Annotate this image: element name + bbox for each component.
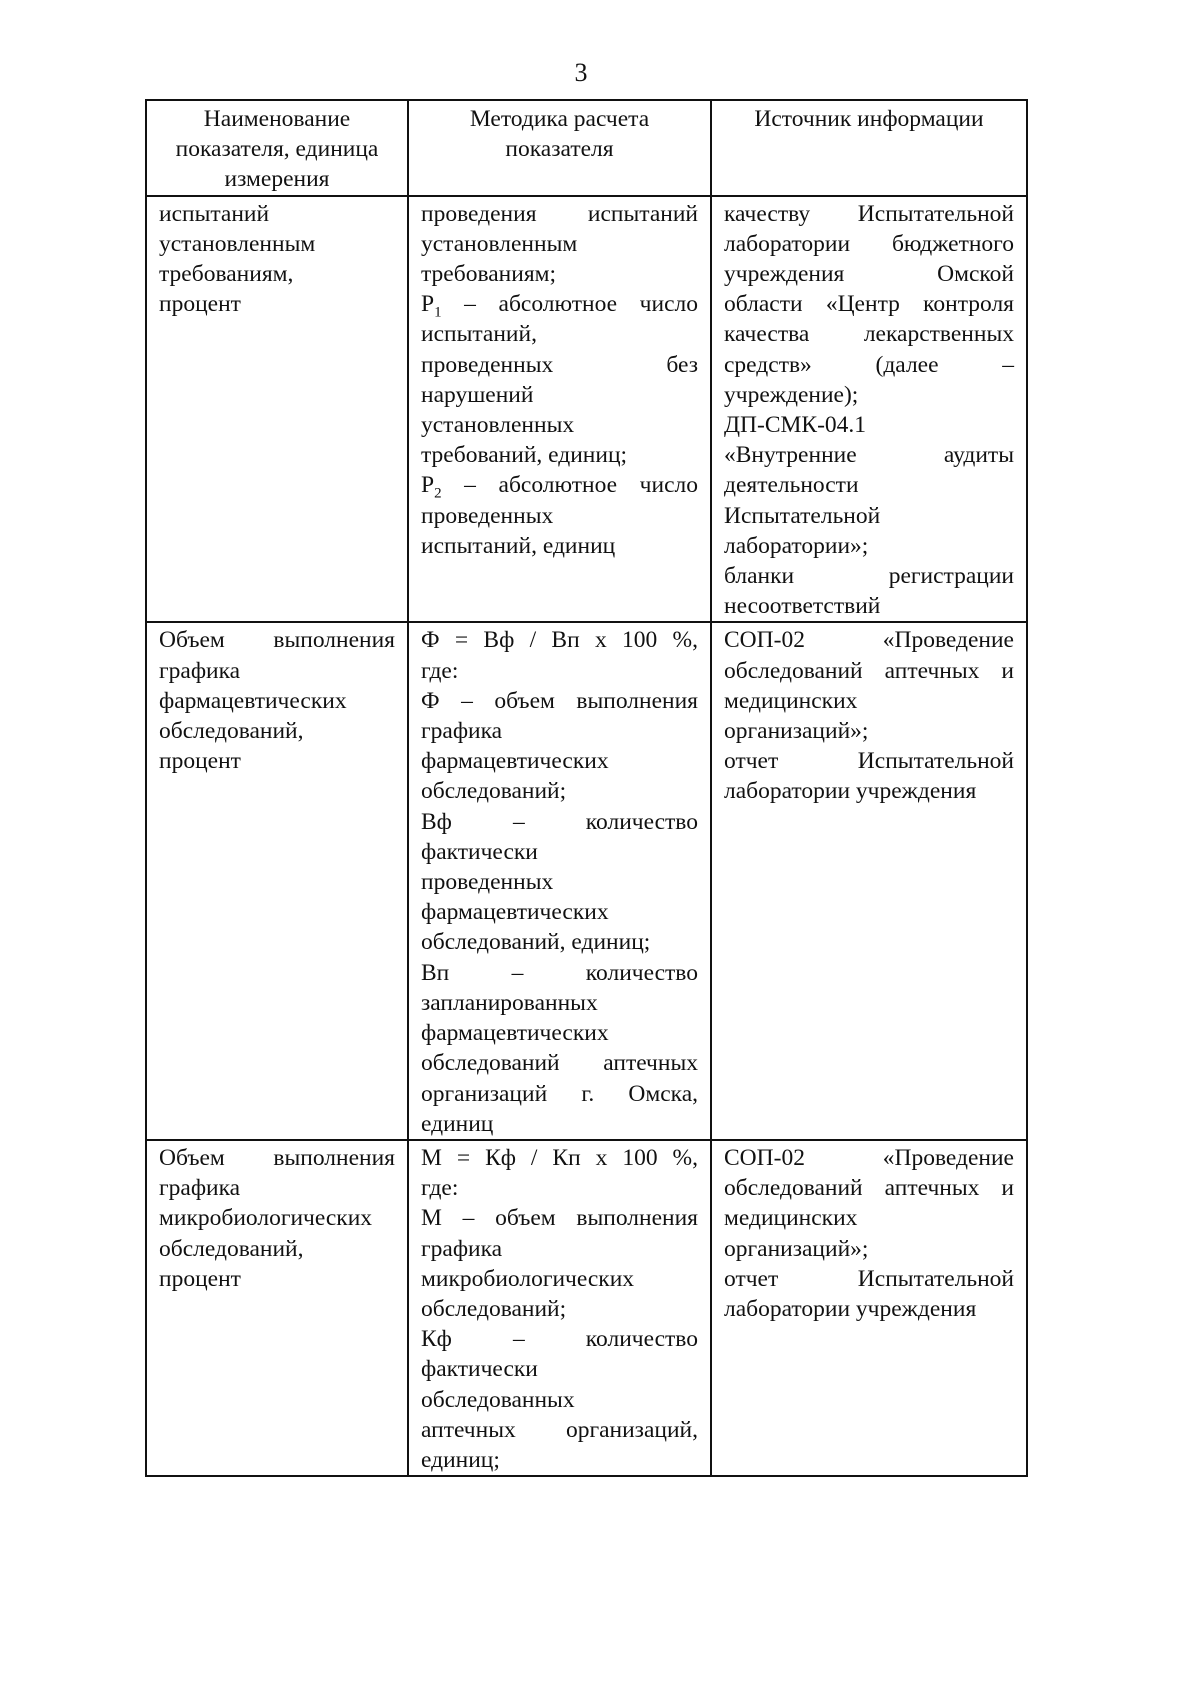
cell-line: Ф – объем выполнения (421, 687, 698, 714)
cell-line: качества лекарственных (724, 321, 1014, 348)
header-line: Источник информации (754, 106, 984, 132)
cell-line: процент (159, 291, 241, 318)
cell-line: микробиологических (159, 1205, 373, 1232)
indicator-name-cell (146, 622, 408, 1139)
cell-line: лаборатории учреждения (724, 778, 977, 805)
indicator-name-cell (146, 196, 408, 623)
cell-line: единиц (421, 1110, 494, 1137)
header-line: измерения (224, 166, 330, 193)
cell-line: области «Центр контроля (724, 291, 1014, 318)
cell-line: обследований аптечных (421, 1050, 698, 1077)
cell-line: М – объем выполнения (421, 1205, 698, 1232)
cell-line: отчет Испытательной (724, 748, 1014, 775)
cell-line: процент (159, 748, 241, 775)
cell-line: фармацевтических (421, 1020, 609, 1047)
cell-line: требований, единиц; (421, 442, 628, 469)
cell-line: Объем выполнения (159, 1144, 395, 1171)
cell-line: нарушений (421, 381, 534, 408)
header-line: показателя (505, 136, 614, 163)
header-line: показателя, единица (175, 136, 379, 163)
cell-line: графика (421, 718, 503, 745)
header-calculation-method (408, 100, 711, 196)
table-row (146, 1140, 1027, 1476)
cell-line: Кф – количество (421, 1326, 698, 1353)
cell-line: М = Кф / Кп x 100 %, (421, 1144, 698, 1171)
header-line: Наименование (203, 106, 351, 132)
cell-line: где: (421, 657, 459, 684)
cell-line: деятельности (724, 472, 859, 499)
cell-line: качеству Испытательной (724, 200, 1014, 227)
cell-line: организаций»; (724, 718, 869, 745)
cell-line: обследований, единиц; (421, 929, 651, 956)
cell-line: медицинских (724, 1205, 858, 1232)
cell-line: обследований аптечных и (724, 1175, 1014, 1202)
cell-line: фармацевтических (421, 899, 609, 926)
cell-line: Ф = Вф / Вп x 100 %, (421, 627, 698, 654)
cell-line: средств» (далее – (724, 351, 1014, 378)
cell-line: графика (159, 1175, 241, 1202)
cell-line: ДП-СМК-04.1 (724, 412, 867, 439)
indicator-name-cell (146, 1140, 408, 1476)
cell-line: Объем выполнения (159, 627, 395, 654)
calculation-method-cell (408, 1140, 711, 1476)
cell-line: фактически (421, 838, 538, 865)
cell-line: запланированных (421, 989, 598, 1016)
cell-line: Вп – количество (421, 959, 698, 986)
calculation-method-cell (408, 196, 711, 623)
header-information-source (711, 100, 1027, 196)
calculation-method-cell (408, 622, 711, 1139)
cell-line: требованиям; (421, 261, 557, 288)
cell-line: графика (421, 1235, 503, 1262)
cell-line: $P_1$ – абсолютное число (421, 291, 698, 321)
cell-line: испытаний (159, 200, 270, 227)
cell-line: организаций»; (724, 1235, 869, 1262)
table-header-row (146, 100, 1027, 196)
cell-line: несоответствий (724, 593, 881, 620)
cell-line: лаборатории»; (724, 532, 869, 559)
cell-line: проведенных (421, 502, 554, 529)
cell-line: испытаний, (421, 321, 537, 348)
cell-line: «Внутренние аудиты (724, 442, 1014, 469)
cell-line: обследованных (421, 1386, 575, 1413)
cell-line: фармацевтических (159, 687, 347, 714)
cell-line: проведенных без (421, 351, 698, 378)
cell-line: фактически (421, 1356, 538, 1383)
cell-line: Испытательной (724, 502, 881, 529)
cell-line: медицинских (724, 687, 858, 714)
page-number: 3 (574, 58, 588, 87)
cell-line: аптечных организаций, (421, 1416, 698, 1443)
cell-line: бланки регистрации (724, 563, 1014, 590)
cell-line: лаборатории бюджетного (724, 230, 1014, 257)
cell-line: где: (421, 1175, 459, 1202)
information-source-cell (711, 1140, 1027, 1476)
cell-line: учреждения Омской (724, 261, 1014, 288)
cell-line: единиц; (421, 1446, 500, 1473)
cell-line: лаборатории учреждения (724, 1295, 977, 1322)
header-line: Методика расчета (469, 106, 650, 132)
cell-line: обследований, (159, 718, 304, 745)
cell-line: отчет Испытательной (724, 1265, 1014, 1292)
information-source-cell (711, 622, 1027, 1139)
header-indicator-name (146, 100, 408, 196)
cell-line: требованиям, (159, 261, 294, 288)
cell-line: обследований; (421, 1295, 567, 1322)
table-row (146, 196, 1027, 623)
cell-line: СОП-02 «Проведение (724, 627, 1014, 654)
cell-line: $P_2$ – абсолютное число (421, 472, 698, 503)
cell-line: графика (159, 657, 241, 684)
cell-line: проведенных (421, 869, 554, 896)
table-body (146, 196, 1027, 1477)
cell-line: испытаний, единиц (421, 532, 616, 559)
cell-line: Вф – количество (421, 808, 698, 835)
information-source-cell (711, 196, 1027, 623)
cell-line: установленным (159, 230, 316, 257)
cell-line: СОП-02 «Проведение (724, 1144, 1014, 1171)
cell-line: процент (159, 1265, 241, 1292)
cell-line: обследований аптечных и (724, 657, 1014, 684)
cell-line: фармацевтических (421, 748, 609, 775)
cell-line: организаций г. Омска, (421, 1080, 698, 1107)
table-row (146, 622, 1027, 1139)
cell-line: установленным (421, 230, 578, 257)
cell-line: микробиологических (421, 1265, 635, 1292)
indicator-table (145, 99, 1028, 1477)
cell-line: учреждение); (724, 381, 859, 408)
cell-line: обследований, (159, 1235, 304, 1262)
cell-line: проведения испытаний (421, 200, 698, 227)
cell-line: обследований; (421, 778, 567, 805)
cell-line: установленных (421, 412, 575, 439)
